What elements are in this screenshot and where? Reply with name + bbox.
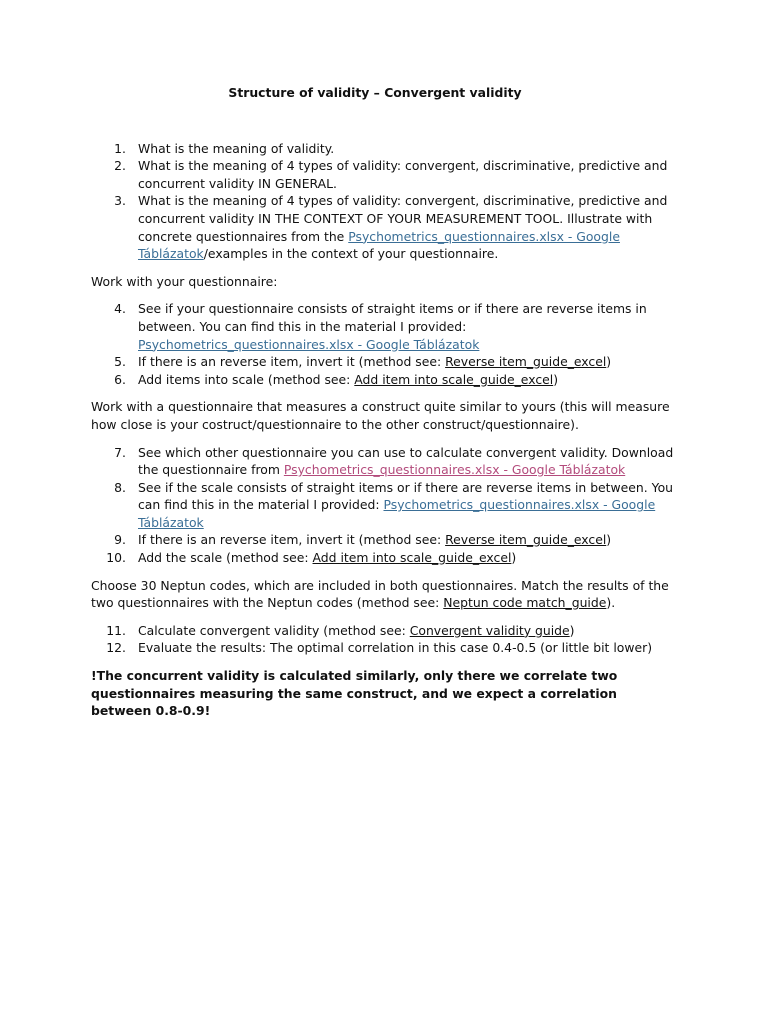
list-item-text: Calculate convergent validity (method see: bbox=[138, 622, 410, 638]
question-list-4 bbox=[91, 622, 681, 657]
list-item-text: If there is an reverse item, invert it (method see: bbox=[138, 354, 446, 370]
list-item-text: Evaluate the results: The optimal correlation in this case 0.4-0.5 (or little bit lower) bbox=[138, 640, 653, 656]
list-item bbox=[91, 192, 681, 262]
list-item bbox=[91, 479, 681, 532]
add-item-guide-link[interactable]: Add item into scale_guide_excel bbox=[312, 550, 512, 566]
questionnaires-link[interactable]: Psychometrics_questionnaires.xlsx - Google Táblázatok bbox=[138, 228, 620, 262]
list-item-text: What is the meaning of validity. bbox=[138, 140, 335, 156]
list-number: 3. bbox=[114, 193, 126, 209]
list-item bbox=[91, 300, 681, 353]
section-intro-own: Work with your questionnaire: bbox=[91, 273, 278, 289]
concurrent-validity-note: !The concurrent validity is calculated similarly, only there we correlate two questionnaires measuring the same construct, and we expect a correlation between 0.8-0.9! bbox=[91, 668, 618, 719]
list-item-text: See if the scale consists of straight items or if there are reverse items in between. You can find this in the material I provided: bbox=[138, 479, 674, 513]
list-item bbox=[91, 639, 681, 657]
neptun-instructions bbox=[91, 577, 681, 612]
list-item-text: See which other questionnaire you can use to calculate convergent validity. Download the questionnaire from bbox=[138, 444, 674, 478]
list-number: 12. bbox=[106, 640, 126, 656]
list-number: 5. bbox=[114, 354, 126, 370]
list-item-text-after: ) bbox=[606, 532, 612, 548]
neptun-guide-link[interactable]: Neptun code match_guide bbox=[443, 595, 607, 611]
list-item-text-after: ) bbox=[553, 371, 559, 387]
question-list-1 bbox=[91, 140, 681, 263]
convergent-validity-guide-link[interactable]: Convergent validity guide bbox=[409, 622, 570, 638]
list-item-text-after: ) bbox=[569, 622, 575, 638]
section-intro-other: Work with a questionnaire that measures a construct quite similar to yours (this will measure how close is your costruct/questionnaire to the other construct/questionnaire). bbox=[91, 399, 670, 432]
document-title: Structure of validity – Convergent validity bbox=[228, 85, 522, 100]
list-item-text: Add items into scale (method see: bbox=[138, 371, 355, 387]
list-item bbox=[91, 444, 681, 479]
list-number: 2. bbox=[114, 158, 126, 174]
list-number: 8. bbox=[114, 479, 126, 495]
list-item-text: See if your questionnaire consists of straight items or if there are reverse items in between. You can find this in the material I provided: bbox=[138, 301, 647, 334]
list-item bbox=[91, 549, 681, 567]
list-item bbox=[91, 140, 681, 158]
reverse-item-guide-link[interactable]: Reverse item_guide_excel bbox=[445, 532, 607, 548]
list-number: 9. bbox=[114, 532, 126, 548]
list-item bbox=[91, 371, 681, 389]
list-item-text: Add the scale (method see: bbox=[138, 550, 313, 566]
neptun-text: Choose 30 Neptun codes, which are included in both questionnaires. Match the results of the two questionnaires with the Neptun codes (method see: bbox=[91, 577, 669, 611]
list-number: 4. bbox=[114, 301, 126, 317]
questionnaires-link[interactable]: Psychometrics_questionnaires.xlsx - Google Táblázatok bbox=[138, 497, 656, 530]
document-page bbox=[91, 84, 681, 720]
list-number: 11. bbox=[106, 622, 126, 638]
question-list-2 bbox=[91, 300, 681, 388]
add-item-guide-link[interactable]: Add item into scale_guide_excel bbox=[354, 371, 554, 387]
list-number: 6. bbox=[114, 371, 126, 387]
list-item-text-after: /examples in the context of your questionnaire. bbox=[203, 246, 499, 262]
list-item bbox=[91, 353, 681, 371]
list-item-text-after: ) bbox=[606, 354, 612, 370]
list-number: 10. bbox=[106, 550, 126, 566]
neptun-text-after: ). bbox=[606, 595, 616, 611]
list-item-text: What is the meaning of 4 types of validity: convergent, discriminative, predictive and concurrent validity IN THE CONTEXT OF YOUR MEASUREMENT TOOL. Illustrate with concrete questionnaires from the bbox=[138, 193, 668, 244]
reverse-item-guide-link[interactable]: Reverse item_guide_excel bbox=[445, 354, 607, 370]
questionnaires-link[interactable]: Psychometrics_questionnaires.xlsx - Google Táblázatok bbox=[283, 462, 626, 478]
list-item-text: If there is an reverse item, invert it (method see: bbox=[138, 532, 446, 548]
list-item bbox=[91, 531, 681, 549]
list-item-text-after: ) bbox=[511, 550, 517, 566]
list-item-text: What is the meaning of 4 types of validity: convergent, discriminative, predictive and concurrent validity IN GENERAL. bbox=[138, 158, 668, 191]
questionnaires-link[interactable]: Psychometrics_questionnaires.xlsx - Google Táblázatok bbox=[138, 336, 480, 352]
list-item bbox=[91, 622, 681, 640]
list-number: 7. bbox=[114, 444, 126, 460]
list-number: 1. bbox=[114, 140, 126, 156]
question-list-3 bbox=[91, 444, 681, 567]
list-item bbox=[91, 157, 681, 192]
